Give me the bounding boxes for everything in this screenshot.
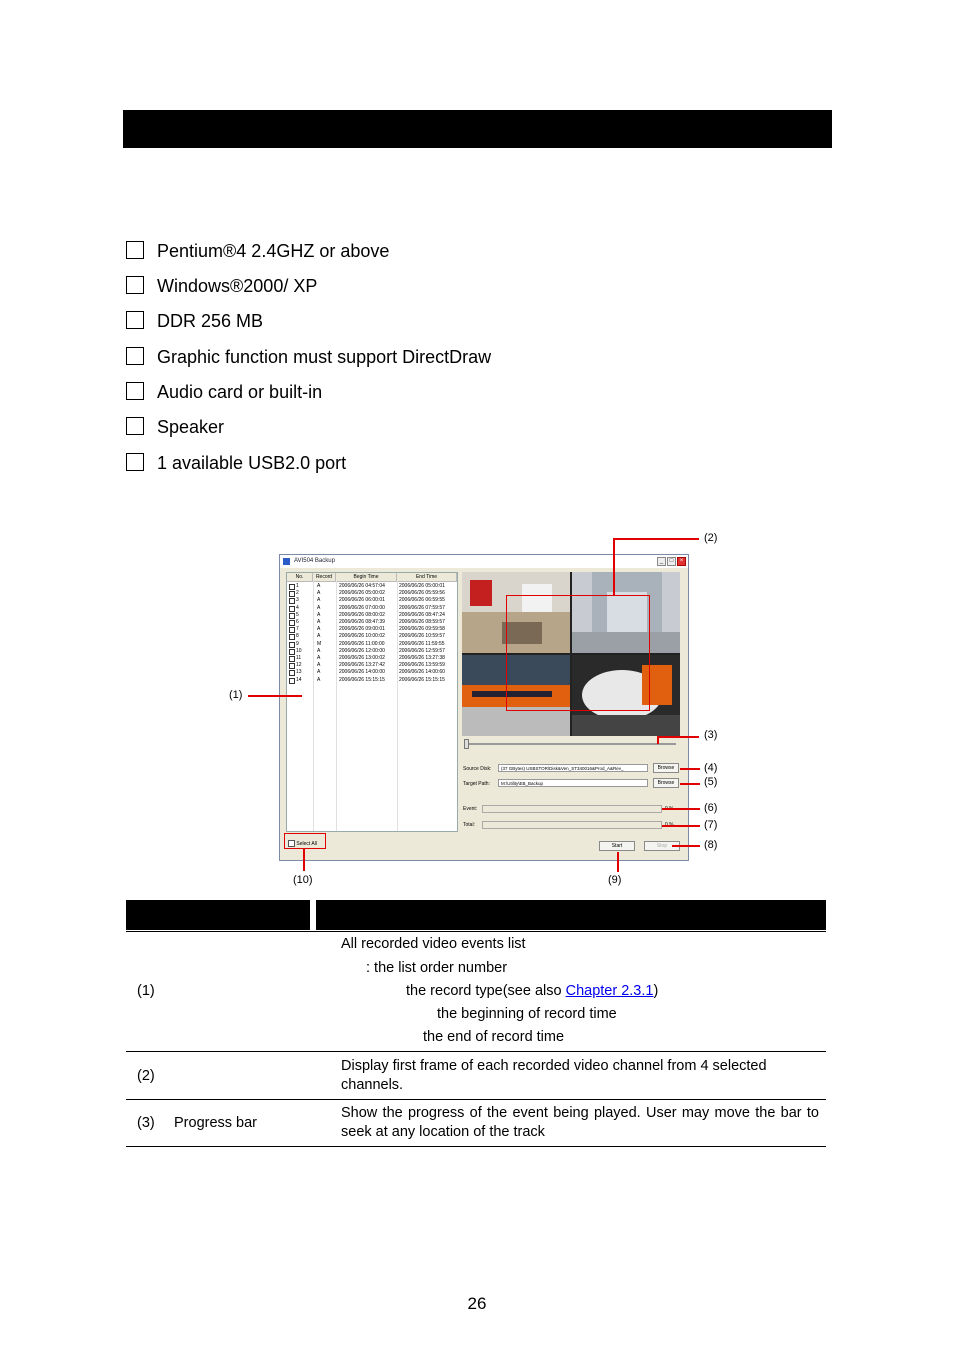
list-cell: A (317, 633, 321, 640)
checkbox-icon (126, 453, 144, 471)
browse-target-button[interactable]: Browse (653, 778, 679, 788)
list-cell: 7 (296, 626, 299, 633)
list-cell: A (317, 626, 321, 633)
checkbox-icon (126, 241, 144, 259)
source-disk-field[interactable]: (37 GBytes) USBSTOR\Disk&Ven_ST340016&Prod_A&Rev_ (498, 764, 648, 772)
window-titlebar: AVI504 Backup _ □ × (280, 555, 688, 568)
callout-4: (4) (704, 762, 718, 774)
list-cell: 1 (296, 583, 299, 589)
total-label: Total: (463, 822, 475, 828)
checkbox-icon[interactable] (289, 642, 295, 648)
list-cell: A (317, 655, 321, 661)
table-header-name (126, 900, 310, 930)
list-cell: 3 (296, 597, 299, 604)
list-item[interactable] (287, 662, 457, 669)
list-cell: 6 (296, 619, 299, 625)
list-cell: 10 (296, 647, 302, 654)
list-cell: 11 (296, 655, 302, 661)
list-cell: A (317, 669, 321, 676)
list-item[interactable] (287, 677, 457, 684)
row1-line4: the beginning of record time (437, 1006, 617, 1022)
row1-line1: All recorded video events list (341, 936, 526, 952)
list-item[interactable] (287, 583, 457, 590)
col-header-record[interactable]: Record (313, 573, 336, 582)
row3-name: Progress bar (174, 1115, 258, 1131)
checkbox-icon (126, 417, 144, 435)
checkbox-icon (126, 347, 144, 365)
minimize-icon[interactable]: _ (657, 557, 666, 566)
checkbox-icon[interactable] (289, 670, 295, 676)
close-icon[interactable]: × (677, 557, 686, 566)
list-cell: M (317, 640, 322, 647)
list-cell: 4 (296, 604, 299, 611)
section-title-bar (123, 110, 832, 148)
list-item[interactable] (287, 612, 457, 619)
checkbox-icon[interactable] (289, 678, 295, 684)
checkbox-icon[interactable] (289, 613, 295, 619)
list-cell: 2006/06/26 09:59:58 (399, 626, 445, 633)
checkbox-icon[interactable] (289, 620, 295, 626)
list-cell: 2006/06/26 05:59:56 (399, 590, 445, 597)
target-path-label: Target Path: (463, 781, 490, 787)
event-progress-bar (482, 805, 662, 813)
list-cell: 12 (296, 662, 302, 669)
list-cell: A (317, 590, 321, 597)
list-cell: 2006/06/26 10:59:57 (399, 633, 445, 640)
list-cell: 2006/06/26 15:15:15 (399, 676, 445, 683)
checkbox-icon[interactable] (289, 584, 295, 590)
row2-desc: Display first frame of each recorded video channel from 4 selected channels. (341, 1058, 767, 1093)
list-cell: A (317, 604, 321, 611)
list-cell: 9 (296, 640, 299, 647)
list-cell: 14 (296, 676, 302, 683)
chapter-link[interactable]: Chapter 2.3.1 (565, 983, 654, 999)
checkbox-icon[interactable] (289, 649, 295, 655)
row1-line3: the record type(see also Chapter 2.3.1) (406, 983, 659, 999)
callout-3: (3) (704, 729, 718, 741)
list-cell: 2006/06/26 05:00:01 (399, 583, 445, 589)
row2-num: (2) (137, 1068, 155, 1084)
source-disk-label: Source Disk: (463, 766, 492, 772)
list-cell: A (317, 611, 321, 618)
list-cell: 8 (296, 633, 299, 640)
checkbox-icon (126, 382, 144, 400)
checkbox-icon[interactable] (289, 634, 295, 640)
list-cell: 2006/06/26 06:59:55 (399, 597, 445, 604)
list-cell: 2006/06/26 13:27:42 (339, 662, 385, 669)
list-cell: A (317, 619, 321, 625)
list-cell: 2006/06/26 11:00:00 (339, 640, 385, 647)
list-item[interactable] (287, 597, 457, 604)
list-cell: A (317, 676, 321, 683)
maximize-icon[interactable]: □ (667, 557, 676, 566)
list-cell: 5 (296, 611, 299, 618)
callout-8: (8) (704, 839, 718, 851)
list-cell: A (317, 583, 321, 589)
list-cell: 2006/06/26 07:59:57 (399, 604, 445, 611)
list-cell: 2006/06/26 11:59:55 (399, 640, 445, 647)
start-button[interactable]: Start (599, 841, 635, 851)
select-all-checkbox[interactable]: Select All (288, 840, 317, 848)
list-cell: 2006/06/26 08:00:02 (339, 611, 385, 618)
event-label: Event: (463, 806, 478, 812)
checkbox-icon (126, 311, 144, 329)
list-cell: A (317, 597, 321, 604)
list-cell: 2006/06/26 10:00:02 (339, 633, 385, 640)
list-item[interactable] (287, 626, 457, 633)
callout-7: (7) (704, 819, 718, 831)
col-header-end[interactable]: End Time (397, 573, 457, 582)
list-cell: 2006/06/26 05:00:02 (339, 590, 385, 597)
checkbox-icon[interactable] (289, 656, 295, 662)
col-header-begin[interactable]: Begin Time (336, 573, 397, 582)
callout-6: (6) (704, 802, 718, 814)
col-header-no[interactable]: No. (287, 573, 313, 582)
list-cell: 2006/06/26 09:00:01 (339, 626, 385, 633)
row1-num: (1) (137, 983, 155, 999)
browse-source-button[interactable]: Browse (653, 763, 679, 773)
checkbox-icon[interactable] (289, 591, 295, 597)
list-cell: 2006/06/26 13:59:59 (399, 662, 445, 669)
table-header-function (316, 900, 826, 930)
callout-5: (5) (704, 776, 718, 788)
event-list[interactable] (286, 572, 458, 832)
list-item[interactable] (287, 669, 457, 676)
list-cell: 2006/06/26 08:59:57 (399, 619, 445, 625)
row1-line5: the end of record time (423, 1029, 565, 1045)
list-cell: 2006/06/26 13:27:38 (399, 655, 445, 661)
checkbox-icon[interactable] (289, 663, 295, 669)
callout-box-2 (506, 595, 650, 711)
callout-10: (10) (293, 874, 313, 886)
callout-box-10 (284, 833, 326, 849)
list-cell: 2006/06/26 06:00:01 (339, 597, 385, 604)
page-number: 26 (467, 1294, 487, 1313)
total-progress-bar (482, 821, 662, 829)
checkbox-icon[interactable] (289, 627, 295, 633)
list-cell: 2006/06/26 08:47:24 (399, 611, 445, 618)
list-item[interactable] (287, 619, 457, 626)
checkbox-icon (126, 276, 144, 294)
list-cell: 13 (296, 669, 302, 676)
list-cell: 2006/06/26 15:15:15 (339, 676, 385, 683)
target-path-field[interactable]: M:\Utility\EB_Backup (498, 779, 648, 787)
row1-line2: : the list order number (366, 960, 508, 976)
list-item[interactable] (287, 605, 457, 612)
list-cell: 2006/06/26 14:00:00 (339, 669, 385, 676)
list-cell: 2006/06/26 08:47:39 (339, 619, 385, 625)
list-cell: 2006/06/26 14:00:60 (399, 669, 445, 676)
list-item[interactable] (287, 590, 457, 597)
list-cell: 2006/06/26 13:00:02 (339, 655, 385, 661)
checkbox-icon[interactable] (289, 598, 295, 604)
list-item[interactable] (287, 641, 457, 648)
row3-desc: Show the progress of the event being played. User may move the bar to seek at any location of the track (341, 1105, 819, 1140)
callout-1: (1) (229, 689, 243, 701)
list-cell: 2006/06/26 12:00:00 (339, 647, 385, 654)
list-cell: 2006/06/26 12:59:57 (399, 647, 445, 654)
app-icon (283, 558, 290, 565)
row3-num: (3) (137, 1115, 155, 1131)
list-cell: 2 (296, 590, 299, 597)
stop-button[interactable]: Stop (644, 841, 680, 851)
list-item[interactable] (287, 633, 457, 640)
callout-9: (9) (608, 874, 622, 886)
list-cell: A (317, 662, 321, 669)
callout-2: (2) (704, 532, 718, 544)
list-cell: A (317, 647, 321, 654)
list-cell: 2006/06/26 04:57:04 (339, 583, 385, 589)
list-item[interactable] (287, 655, 457, 662)
slider-handle[interactable] (464, 739, 469, 749)
checkbox-icon[interactable] (289, 606, 295, 612)
list-cell: 2006/06/26 07:00:00 (339, 604, 385, 611)
progress-slider[interactable] (464, 743, 676, 745)
list-item[interactable] (287, 648, 457, 655)
